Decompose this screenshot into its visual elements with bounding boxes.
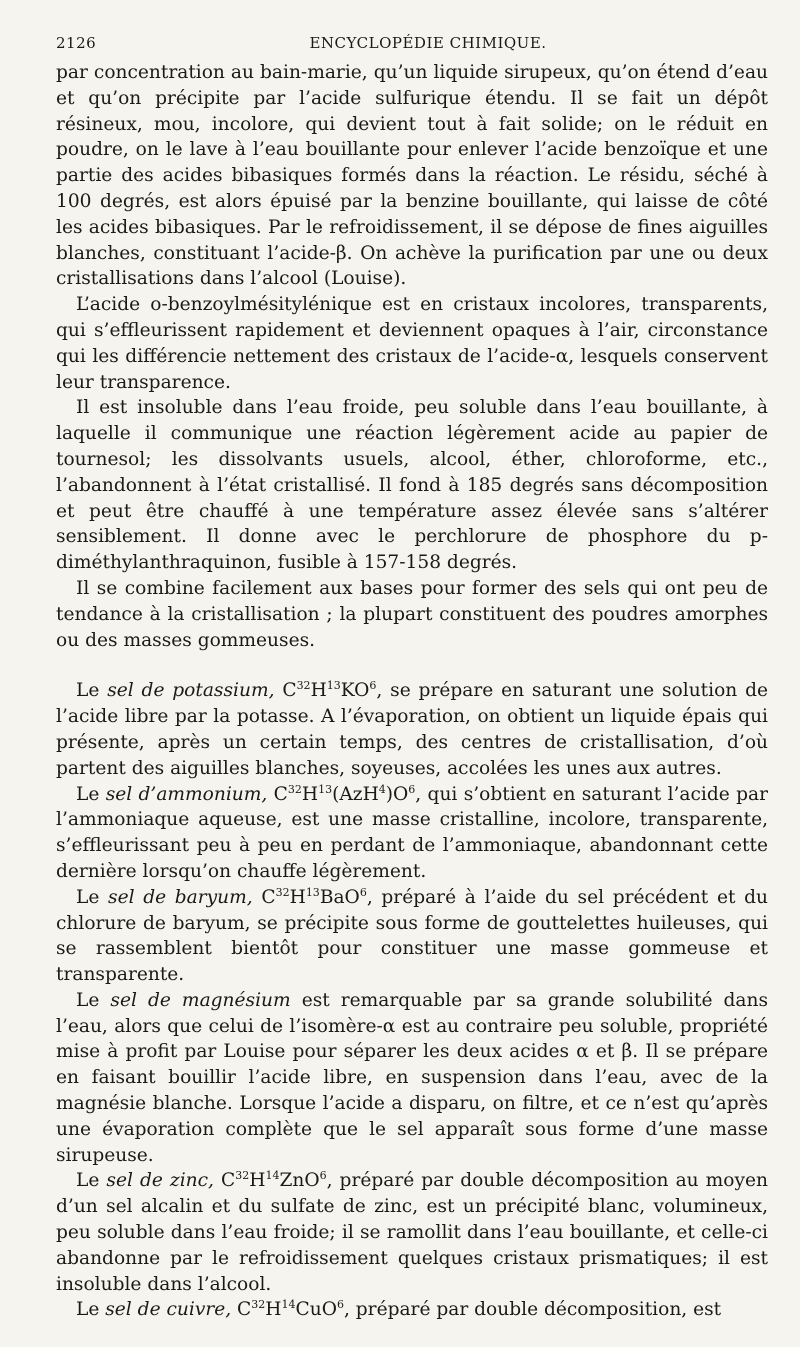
text-run: , préparé par double décomposition au moyen d’un sel alcalin et du sulfate de zinc, est un précipité blanc, volumineux, peu soluble dans l’eau froide; il se ramollit dans l’eau bouillante, et celle-ci abandonne par le refroidissement quelques cristaux prismatiques; il est insoluble dans l’alcool. — [56, 1170, 768, 1295]
text-run: Le — [76, 989, 111, 1011]
salt-name: sel d’ammonium, — [105, 783, 268, 805]
text-run: , préparé à l’aide du sel précédent et du chlorure de baryum, se précipite sous forme de gouttelettes huileuses, qui se rassemblent bientôt pour constituer une masse gommeuse et transparente. — [56, 886, 768, 986]
salt-name: sel de baryum, — [108, 886, 253, 908]
salt-name: sel de cuivre, — [105, 1299, 232, 1321]
text-run: BaO — [319, 886, 360, 908]
formula-superscript: 14 — [265, 1169, 280, 1183]
formula-superscript: 6 — [408, 782, 416, 796]
text-run: , se prépare en saturant une solution de l’acide libre par la potasse. A l’évaporation, on obtient un liquide épais qui présente, après un certain temps, des centres de cristallisation, d’où partent des aiguilles blanches, soyeuses, accolées les unes aux autres. — [56, 680, 769, 779]
text-run: , préparé par double décomposition, est — [343, 1299, 722, 1321]
text-run: Le — [76, 1299, 106, 1321]
paragraph — [56, 782, 768, 885]
formula-superscript: 13 — [326, 679, 341, 693]
text-run: H — [289, 886, 306, 908]
formula-superscript: 13 — [305, 885, 320, 899]
salt-name: sel de zinc, — [106, 1170, 214, 1192]
text-run: Il est insoluble dans l’eau froide, peu soluble dans l’eau bouillante, à laquelle il communique une réaction légèrement acide au papier de tournesol; les dissolvants usuels, alcool, éther, chloroforme, etc., l’abandonnent à l’état cristallisé. Il fond à 185 degrés sans décomposition et peut être chauffé à une température assez élevée sans s’altérer sensiblement. Il donne avec le perchlorure de phosphore du p-diméthylanthraquinon, fusible à 157-158 degrés. — [56, 397, 768, 574]
formula-superscript: 32 — [296, 679, 311, 693]
formula-superscript: 13 — [318, 782, 333, 796]
text-run: C — [231, 1299, 252, 1321]
text-run: H — [310, 680, 327, 702]
formula-superscript: 4 — [378, 782, 386, 796]
body-text — [56, 60, 768, 1323]
text-run: , qui s’obtient en saturant l’acide par l’ammoniaque aqueuse, est une masse cristalline, incolore, transparente, s’effleurissant peu à peu en perdant de l’ammoniaque, abandonnant cette dernière lorsqu’on chauffe légèrement. — [56, 783, 768, 882]
formula-superscript: 32 — [251, 1298, 266, 1312]
text-run: Le — [76, 886, 109, 908]
paragraph — [56, 1297, 768, 1323]
text-run: C — [274, 680, 297, 702]
text-run: CuO — [295, 1299, 337, 1321]
formula-superscript: 6 — [359, 885, 367, 899]
text-run: L’acide o-benzoylmésitylénique est en cristaux incolores, transparents, qui s’effleurissent rapidement et deviennent opaques à l’air, circonstance qui les différencie nettement des cristaux de l’acide-α, lesquels conservent leur transparence. — [56, 294, 768, 393]
text-run: Il se combine facilement aux bases pour former des sels qui ont peu de tendance à la cristallisation ; la plupart constituent des poudres amorphes ou des masses gommeuses. — [56, 577, 768, 651]
text-run: Le — [76, 1170, 107, 1192]
text-run: (AzH — [332, 783, 379, 805]
formula-superscript: 6 — [336, 1298, 344, 1312]
paragraph — [56, 1168, 768, 1297]
salt-name: sel de potassium, — [107, 680, 275, 702]
text-run: C — [252, 886, 276, 908]
salt-name: sel de magnésium — [110, 989, 291, 1011]
text-run: C — [213, 1170, 236, 1192]
paragraph — [56, 678, 768, 781]
page-header — [56, 34, 770, 56]
running-title: ENCYCLOPÉDIE CHIMIQUE. — [309, 34, 547, 52]
text-run: C — [267, 783, 288, 805]
text-run: H — [249, 1170, 266, 1192]
paragraph — [56, 60, 768, 292]
text-run: Le — [76, 680, 108, 702]
text-run: H — [301, 783, 319, 805]
paragraph — [56, 988, 768, 1169]
paragraph — [56, 885, 768, 988]
formula-superscript: 32 — [275, 885, 290, 899]
formula-superscript: 32 — [287, 782, 302, 796]
paragraph — [56, 576, 768, 653]
page-number: 2126 — [56, 34, 97, 52]
text-run: Le — [76, 783, 106, 805]
text-run: )O — [385, 783, 409, 805]
text-run: est remarquable par sa grande solubilité dans l’eau, alors que celui de l’isomère-α est au contraire peu soluble, propriété mise à profit par Louise pour séparer les deux acides α et β. Il se prépare en faisant bouillir l’acide libre, en suspension dans l’eau, avec de la magnésie blanche. Lorsque l’acide a disparu, on filtre, et ce n’est qu’après une évaporation complète que le sel apparaît sous forme d’une masse sirupeuse. — [56, 989, 769, 1166]
formula-superscript: 6 — [369, 679, 377, 693]
text-run: par concentration au bain-marie, qu’un liquide sirupeux, qu’on étend d’eau et qu’on précipite par l’acide sulfurique étendu. Il se fait un dépôt résineux, mou, incolore, qui devient tout à fait solide; on le réduit en poudre, on le lave à l’eau bouillante pour enlever l’acide benzoïque et une partie des acides bibasiques formés dans la réaction. Le résidu, séché à 100 degrés, est alors épuisé par la benzine bouillante, qui laisse de côté les acides bibasiques. Par le refroidissement, il se dépose de fines aiguilles blanches, constituant l’acide-β. On achève la purification par une ou deux cristallisations dans l’alcool (Louise). — [56, 62, 768, 290]
paragraph — [56, 395, 768, 576]
paragraph — [56, 292, 768, 395]
formula-superscript: 6 — [319, 1169, 327, 1183]
text-run: ZnO — [279, 1170, 320, 1192]
formula-superscript: 32 — [235, 1169, 250, 1183]
text-run: KO — [340, 680, 370, 702]
formula-superscript: 14 — [281, 1298, 296, 1312]
text-run: H — [265, 1299, 282, 1321]
